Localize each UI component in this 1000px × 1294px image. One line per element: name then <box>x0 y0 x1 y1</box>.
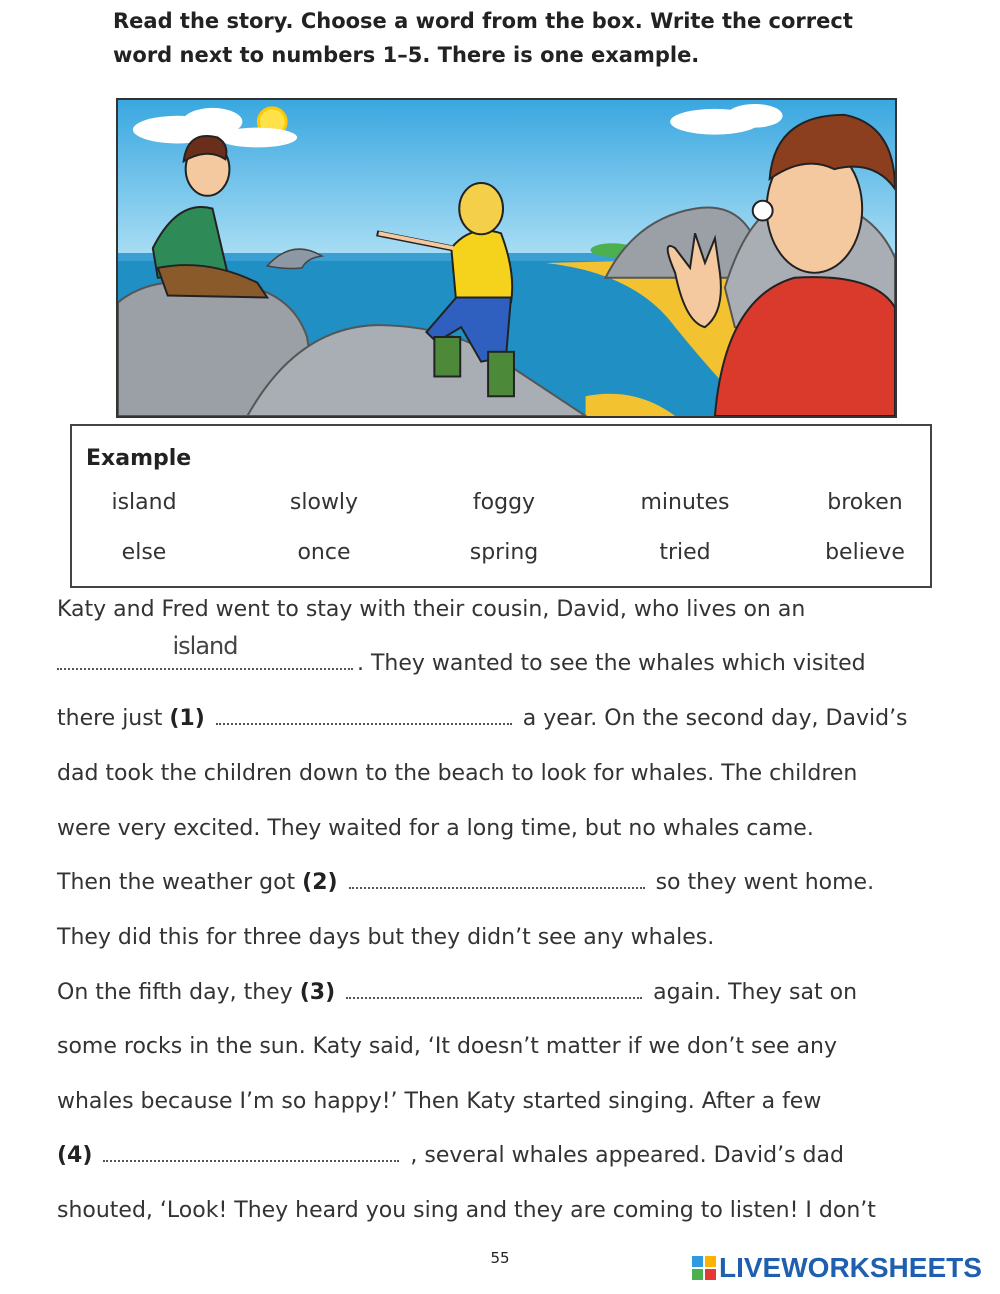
instructions-line-1: Read the story. Choose a word from the box. Write the correct <box>113 9 853 33</box>
answer-gap-3[interactable] <box>346 977 642 999</box>
word-option: else <box>121 540 167 565</box>
word-option: island <box>111 490 177 515</box>
story-line <box>57 863 874 903</box>
word-option: slowly <box>289 490 359 515</box>
story-line: shouted, ‘Look! They heard you sing and they are coming to listen! I don’t <box>57 1198 876 1223</box>
gap-number-1: (1) <box>169 706 205 731</box>
story-line: They did this for three days but they didn’t see any whales. <box>57 925 715 950</box>
story-line: whales because I’m so happy!’ Then Katy started singing. After a few <box>57 1089 822 1114</box>
liveworksheets-logo <box>692 1253 982 1283</box>
story-text-segment: so they went home. <box>655 870 875 895</box>
gap-number-2: (2) <box>302 870 338 895</box>
instructions <box>113 4 893 72</box>
beach-illustration <box>116 98 897 418</box>
answer-gap-4[interactable] <box>103 1140 399 1162</box>
story-text-segment: Then the weather got <box>57 870 296 895</box>
word-option: broken <box>827 490 903 515</box>
story-line <box>57 632 866 684</box>
word-option: once <box>297 540 351 565</box>
word-option: minutes <box>640 490 730 515</box>
beach-scene-image <box>118 100 895 416</box>
story-line: dad took the children down to the beach to look for whales. The children <box>57 761 858 786</box>
gap-number-3: (3) <box>299 980 336 1005</box>
story-text-segment: . They wanted to see the whales which visited <box>357 651 866 676</box>
story-text-segment: , several whales appeared. David’s dad <box>410 1143 844 1168</box>
story-text-segment: a year. On the second day, David’s <box>522 706 908 731</box>
liveworksheets-badge-icon <box>692 1256 716 1280</box>
word-option: believe <box>825 540 905 565</box>
word-box <box>70 424 932 588</box>
brand-name: LIVEWORKSHEETS <box>719 1252 982 1283</box>
example-answer: island <box>172 632 238 660</box>
word-option: tried <box>659 540 711 565</box>
gap-number-4: (4) <box>57 1143 93 1168</box>
answer-gap-2[interactable] <box>349 867 645 889</box>
word-option: foggy <box>472 490 536 515</box>
story-line <box>57 1136 844 1176</box>
story-text-segment: there just <box>57 706 163 731</box>
example-label: Example <box>86 446 192 471</box>
story-line <box>57 699 908 739</box>
story-text-segment: again. They sat on <box>653 980 858 1005</box>
story-line <box>57 973 857 1013</box>
story-line: Katy and Fred went to stay with their cousin, David, who lives on an <box>57 597 806 622</box>
example-answer-gap <box>57 632 353 670</box>
word-option: spring <box>469 540 539 565</box>
story-line: were very excited. They waited for a long time, but no whales came. <box>57 816 814 841</box>
instructions-line-2: word next to numbers 1–5. There is one example. <box>113 43 700 67</box>
page-number: 55 <box>490 1249 510 1267</box>
answer-gap-1[interactable] <box>216 703 512 725</box>
story-line: some rocks in the sun. Katy said, ‘It doesn’t matter if we don’t see any <box>57 1034 837 1059</box>
story-text-segment: On the fifth day, they <box>57 980 293 1005</box>
